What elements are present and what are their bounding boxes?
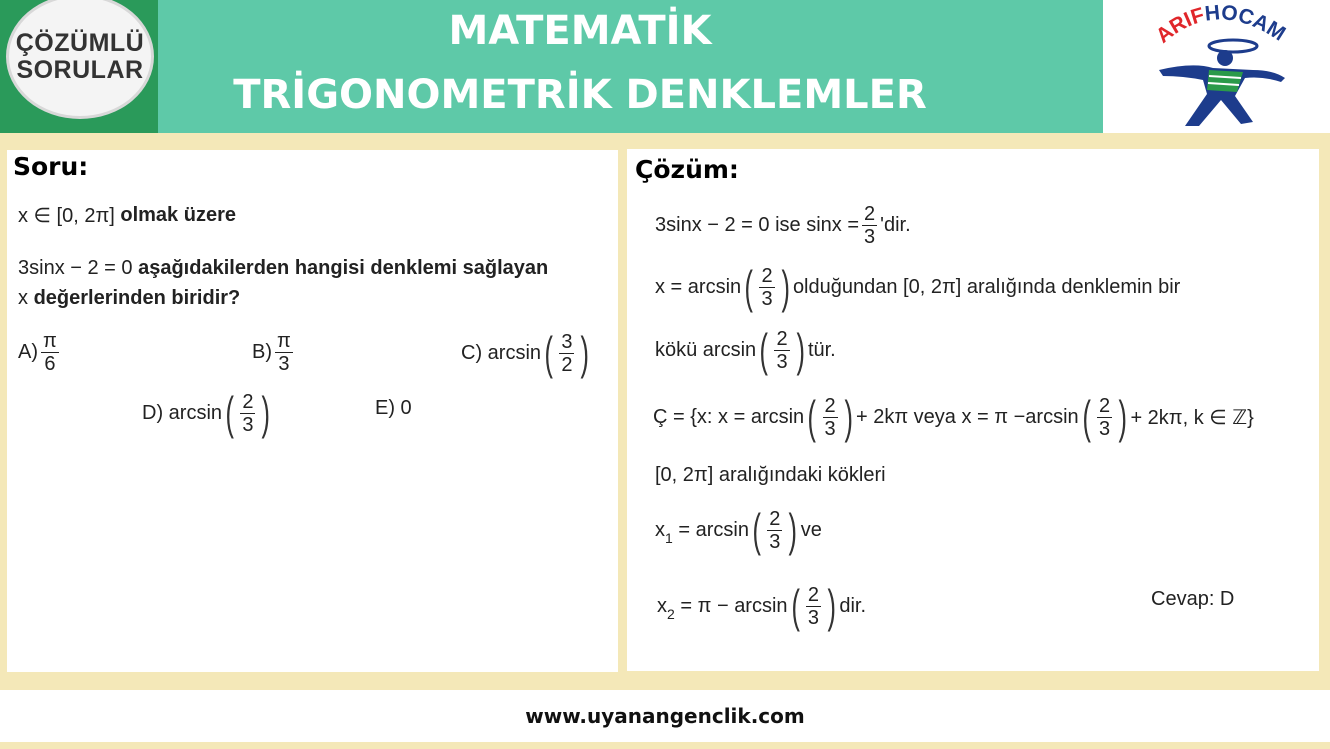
solution-line1-post: 'dir. <box>880 214 911 236</box>
option-a-num: π <box>43 330 57 352</box>
question-line1 <box>18 203 236 228</box>
page-title: MATEMATİK <box>448 8 712 54</box>
solution-heading: Çözüm: <box>635 155 739 184</box>
solution-line4: Ç = {x: x = arcsin ( $\frac{2}{3}$ ) + 2kπ veya x = π −arcsin ( $\frac{2}{3}$ ) + 2kπ, k ∈ ℤ} <box>653 391 1254 443</box>
solution-line4-den2: 3 <box>1098 417 1111 440</box>
solution-line1-den: 3 <box>864 226 876 248</box>
option-c-fraction <box>559 331 574 376</box>
option-e-label: E) 0 <box>375 397 412 419</box>
option-d-num: 2 <box>242 390 254 413</box>
solution-line6-var: x <box>655 518 665 541</box>
solution-line2-pre: x = arcsin <box>655 275 742 298</box>
question-line1-text: olmak üzere <box>120 204 236 226</box>
solution-line4-post: + 2kπ, k ∈ ℤ} <box>1130 406 1254 429</box>
page-subtitle: TRİGONOMETRİK DENKLEMLER <box>233 72 927 118</box>
question-line2-text: aşağıdakilerden hangisi denklemi sağlayan <box>138 257 549 279</box>
question-line3 <box>18 287 240 310</box>
option-a-label: A) <box>18 341 38 363</box>
solution-line3-fraction <box>774 328 789 373</box>
solution-line4-den1: 3 <box>824 417 836 440</box>
solution-panel <box>627 149 1319 671</box>
option-b-den: 3 <box>278 353 290 375</box>
solution-line1-num: 2 <box>864 203 876 225</box>
solution-line7-sub: 2 <box>667 606 675 622</box>
logo-text-blue: HOCAM <box>1203 1 1290 46</box>
footer-url[interactable]: www.uyanangenclik.com <box>525 704 805 728</box>
option-b-num: π <box>277 330 291 352</box>
solution-line2-den: 3 <box>761 287 773 310</box>
badge-line2: SORULAR <box>16 55 144 84</box>
badge-container <box>0 0 158 133</box>
option-c: C) arcsin ( $\frac{3}{2}$ ) <box>461 327 590 379</box>
header-bar <box>0 0 1330 133</box>
option-b <box>252 330 296 375</box>
solution-line4-fraction1 <box>823 395 838 440</box>
cozumlu-sorular-badge <box>6 0 154 119</box>
solution-line7-den: 3 <box>807 606 819 629</box>
solution-line6-sub: 1 <box>665 530 673 546</box>
option-a <box>18 330 62 375</box>
option-b-label: B) <box>252 341 272 363</box>
solution-line4-num2: 2 <box>1098 394 1111 417</box>
solution-line6: x 1 = arcsin ( $\frac{2}{3}$ ) ve <box>655 504 822 556</box>
logo-text-red: ARIF <box>1151 3 1207 48</box>
solution-line7-var: x <box>657 594 667 617</box>
solution-line4-mid: + 2kπ veya x = π −arcsin <box>855 405 1079 428</box>
question-heading: Soru: <box>13 152 89 181</box>
solution-line7-num: 2 <box>807 583 819 606</box>
solution-line3-post: tür. <box>807 338 836 361</box>
solution-line6-fraction <box>767 508 782 553</box>
option-a-den: 6 <box>44 353 56 375</box>
answer-text: Cevap: D <box>1151 588 1235 610</box>
option-e <box>375 397 412 420</box>
solution-line3: kökü arcsin ( $\frac{2}{3}$ ) tür. <box>655 324 836 376</box>
solution-line2-num: 2 <box>761 264 773 287</box>
solution-line4-num1: 2 <box>824 394 836 417</box>
solution-line3-pre: kökü arcsin <box>655 338 757 361</box>
solution-line7-post: dir. <box>839 594 867 617</box>
solution-line3-den: 3 <box>776 350 788 373</box>
option-c-label: C) arcsin <box>461 341 542 364</box>
solution-line2-fraction <box>759 265 774 310</box>
badge-line1: ÇÖZÜMLÜ <box>15 28 145 57</box>
solution-line6-post: ve <box>800 518 822 541</box>
solution-line6-pre: = arcsin <box>678 518 749 541</box>
question-line1-math: x ∈ [0, 2π] <box>18 205 115 227</box>
question-line3-text: değerlerinden biridir? <box>33 287 241 309</box>
logo-figure-icon <box>1103 0 1330 133</box>
solution-line7-pre: = π − arcsin <box>680 594 788 617</box>
solution-line5: [0, 2π] aralığındaki kökleri <box>655 464 886 486</box>
option-d-den: 3 <box>242 413 254 436</box>
option-c-num: 3 <box>561 330 573 353</box>
solution-line4-pre: Ç = {x: x = arcsin <box>653 405 805 428</box>
option-d: D) arcsin ( $\frac{2}{3}$ ) <box>142 387 271 439</box>
solution-line4-fraction2 <box>1097 395 1112 440</box>
option-c-den: 2 <box>561 353 573 376</box>
solution-line6-num: 2 <box>769 507 781 530</box>
arifhocam-logo <box>1103 0 1330 133</box>
question-line2-math: 3sinx − 2 = 0 <box>18 257 133 279</box>
footer-bar <box>0 690 1330 742</box>
option-d-fraction <box>240 391 255 436</box>
solution-line1-pre: 3sinx − 2 = 0 ise sinx = <box>655 214 860 236</box>
option-a-fraction <box>41 330 59 375</box>
solution-line7: x 2 = π − arcsin ( $\frac{2}{3}$ ) dir. <box>657 580 867 632</box>
solution-line2-post: olduğundan [0, 2π] aralığında denklemin bir <box>792 275 1181 298</box>
option-b-fraction <box>275 330 293 375</box>
solution-line3-num: 2 <box>776 327 788 350</box>
question-line2 <box>18 257 548 280</box>
solution-line1-fraction <box>862 203 877 248</box>
solution-line7-fraction <box>806 584 821 629</box>
solution-line1 <box>655 203 911 248</box>
question-line3-math: x <box>18 287 28 309</box>
solution-line2: x = arcsin ( $\frac{2}{3}$ ) olduğundan [0, 2π] aralığında denklemin bir <box>655 261 1181 313</box>
option-d-label: D) arcsin <box>142 401 223 424</box>
solution-line6-den: 3 <box>769 530 781 553</box>
question-panel <box>7 150 618 672</box>
